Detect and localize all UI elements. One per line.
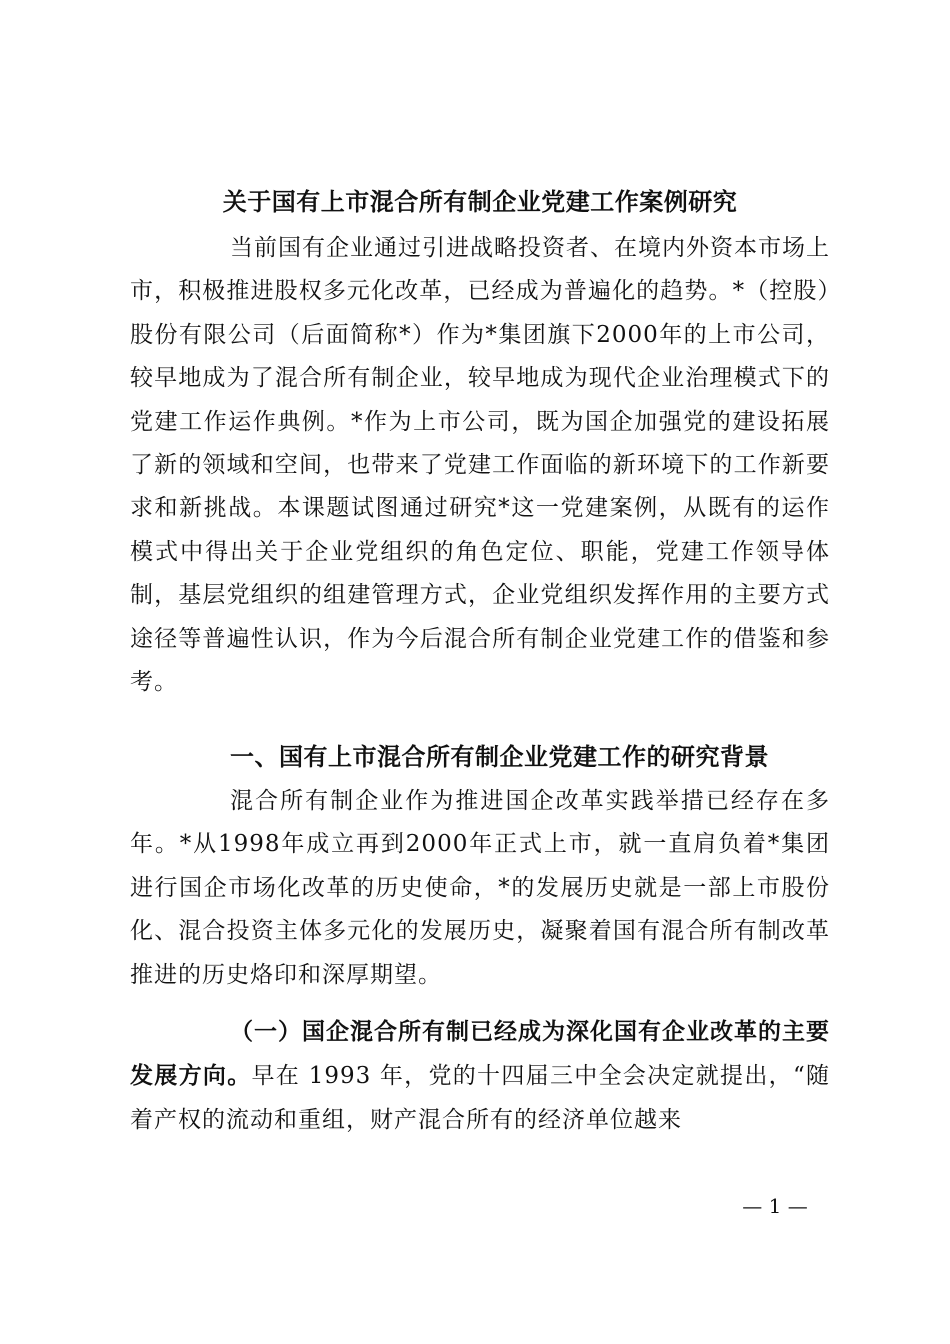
paragraph-background: 混合所有制企业作为推进国企改革实践举措已经存在多年。*从1998年成立再到2000年正式上市，就一直肩负着*集团进行国企市场化改革的历史使命，*的发展历史就是一部上市股份化、混合投资主体多元化的发展历史，凝聚着国有混合所有制改革推进的历史烙印和深厚期望。 — [130, 788, 830, 988]
paragraph-intro: 当前国有企业通过引进战略投资者、在境内外资本市场上市，积极推进股权多元化改革，已经成为普遍化的趋势。*（控股）股份有限公司（后面简称*）作为*集团旗下2000年的上市公司，较早地成为了混合所有制企业，较早地成为现代企业治理模式下的党建工作运作典例。*作为上市公司，既为国企加强党的建设拓展了新的领域和空间，也带来了党建工作面临的新环境下的工作新要求和新挑战。本课题试图通过研究*这一党建案例，从既有的运作模式中得出关于企业党组织的角色定位、职能，党建工作领导体制，基层党组织的组建管理方式，企业党组织发挥作用的主要方式途径等普遍性认识，作为今后混合所有制企业党建工作的借鉴和参考。 — [130, 235, 830, 696]
subsection-heading-1: （一）国企混合所有制已经成为深化国有企业改革的主要发展方向。 — [130, 1018, 830, 1090]
subsection-1-body: 早在 1993 年，党的十四届三中全会决定就提出，“随着产权的流动和重组，财产混合所有的经济单位越来 — [130, 1063, 830, 1133]
paragraph-subsection-1 — [130, 1010, 830, 1142]
section-heading-1: 一、国有上市混合所有制企业党建工作的研究背景 — [230, 742, 769, 771]
page-number: — 1 — — [742, 1194, 808, 1218]
document-title: 关于国有上市混合所有制企业党建工作案例研究 — [222, 187, 738, 216]
